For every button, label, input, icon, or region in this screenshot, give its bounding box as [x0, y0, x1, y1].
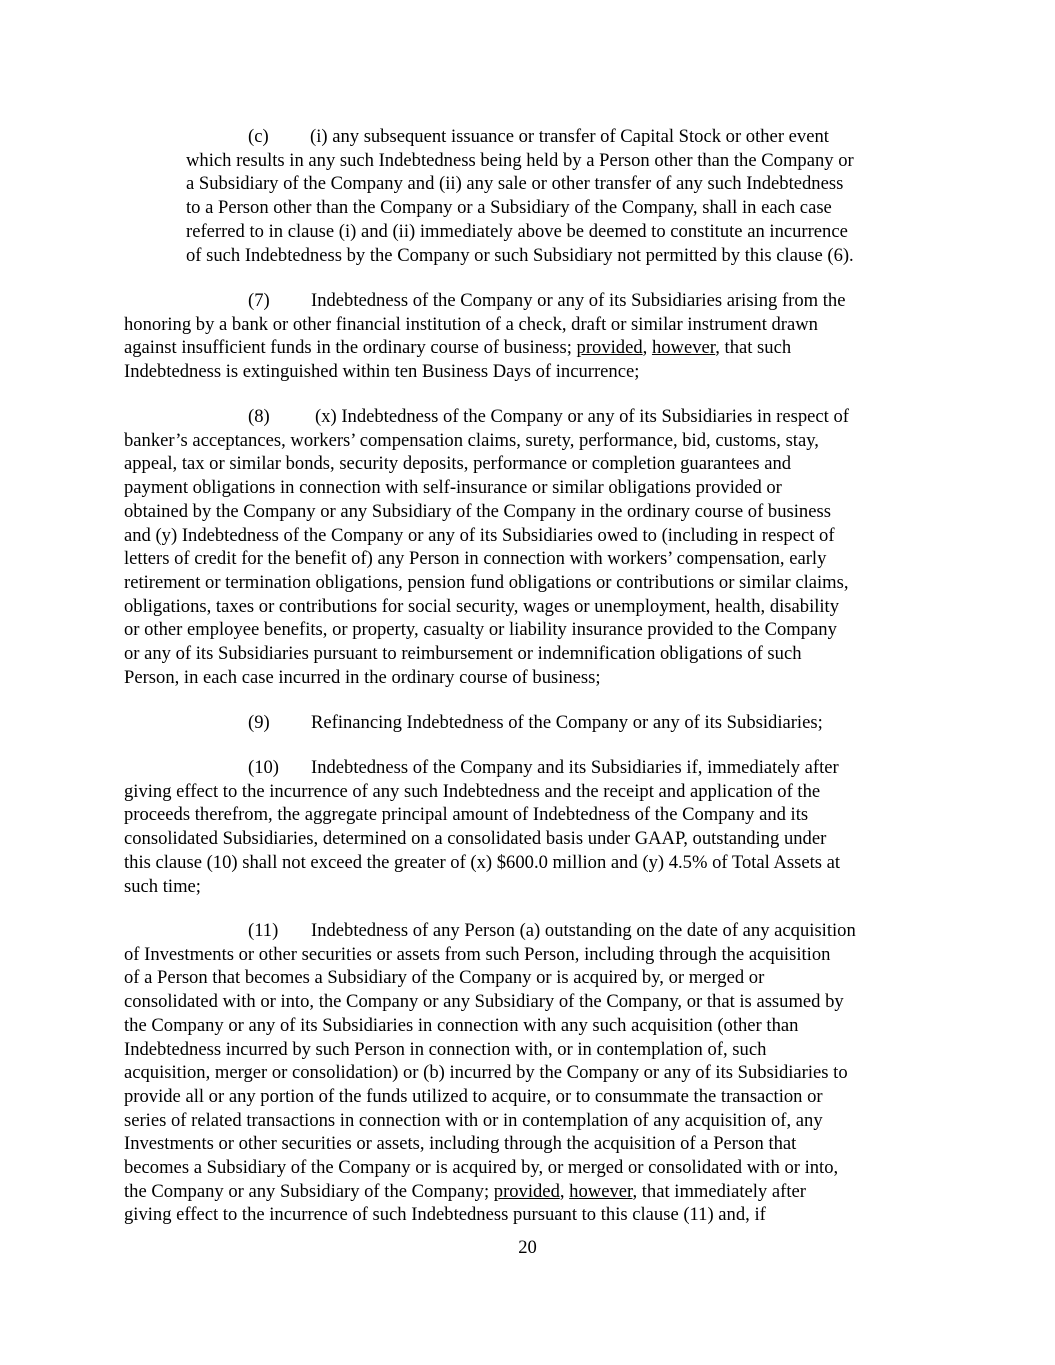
text-line: a Subsidiary of the Company and (ii) any sale or other transfer of any such Indebtedness [186, 173, 844, 195]
clause-marker: (8) [248, 406, 270, 427]
clause-11-paragraph [124, 919, 856, 1227]
text-line: Indebtedness incurred by such Person in connection with, or in contemplation of, such [124, 1038, 767, 1060]
text-line: or any of its Subsidiaries pursuant to reimbursement or indemnification obligations of such [124, 643, 802, 665]
text-line: obtained by the Company or any Subsidiary of the Company in the ordinary course of business [124, 500, 831, 522]
text-line: (11) Indebtedness of any Person (a) outstanding on the date of any acquisition [248, 920, 856, 941]
text-line: acquisition, merger or consolidation) or (b) incurred by the Company or any of its Subsidiaries to [124, 1062, 848, 1084]
clause-marker: (10) [248, 757, 279, 778]
text-line: becomes a Subsidiary of the Company or is acquired by, or merged or consolidated with or into, [124, 1157, 839, 1179]
clause-marker: (11) [248, 920, 279, 941]
text-line: of such Indebtedness by the Company or such Subsidiary not permitted by this clause (6). [186, 244, 854, 266]
clause-10-paragraph [124, 756, 840, 898]
text-line: honoring by a bank or other financial institution of a check, draft or similar instrument drawn [124, 313, 818, 335]
clause-marker: (c) [248, 126, 269, 147]
text-line: consolidated with or into, the Company or any Subsidiary of the Company, or that is assumed by [124, 991, 844, 1013]
text-line: letters of credit for the benefit of) any Person in connection with workers’ compensation, early [124, 548, 827, 570]
text-line: appeal, tax or similar bonds, security deposits, performance or completion guarantees and [124, 453, 792, 475]
text-line: (10) Indebtedness of the Company and its Subsidiaries if, immediately after [248, 757, 839, 778]
text-line: which results in any such Indebtedness being held by a Person other than the Company or [186, 149, 854, 171]
however-term: however [569, 1180, 633, 1202]
provided-term: provided [493, 1180, 560, 1202]
text-line: against insufficient funds in the ordinary course of business; provided, however, that such [124, 337, 792, 359]
text-line: provide all or any portion of the funds utilized to acquire, or to consummate the transaction or [124, 1085, 823, 1107]
text-line: and (y) Indebtedness of the Company or any of its Subsidiaries owed to (including in respect of [124, 524, 835, 546]
text-line: such time; [124, 875, 201, 897]
text-line: to a Person other than the Company or a Subsidiary of the Company, shall in each case [186, 197, 832, 219]
text-line: giving effect to the incurrence of any such Indebtedness and the receipt and application of the [124, 780, 821, 802]
text-line: Investments or other securities or assets, including through the acquisition of a Person that [124, 1133, 797, 1155]
text-line: the Company or any Subsidiary of the Company; provided, however, that immediately after [124, 1180, 806, 1202]
clause-9-paragraph [124, 711, 823, 735]
clause-marker: (7) [248, 290, 270, 311]
clause-marker: (9) [248, 712, 270, 733]
text-line: (8) (x) Indebtedness of the Company or any of its Subsidiaries in respect of [248, 406, 849, 427]
text-line: Indebtedness is extinguished within ten Business Days of incurrence; [124, 361, 640, 383]
text-line: banker’s acceptances, workers’ compensation claims, surety, performance, bid, customs, stay, [124, 429, 819, 451]
text-line: of a Person that becomes a Subsidiary of the Company or is acquired by, or merged or [124, 967, 765, 989]
text-line: the Company or any of its Subsidiaries in connection with any such acquisition (other than [124, 1014, 799, 1036]
text-line: series of related transactions in connection with or in contemplation of any acquisition of, any [124, 1109, 823, 1131]
clause-c-paragraph [186, 125, 854, 267]
text-line: proceeds therefrom, the aggregate principal amount of Indebtedness of the Company and its [124, 804, 809, 826]
text-line: or other employee benefits, or property, casualty or liability insurance provided to the Company [124, 619, 837, 641]
text-line: of Investments or other securities or assets from such Person, including through the acquisition [124, 943, 831, 965]
clause-8-paragraph [124, 405, 849, 689]
text-line: giving effect to the incurrence of such Indebtedness pursuant to this clause (11) and, if [124, 1204, 766, 1226]
text-line: (c) (i) any subsequent issuance or transfer of Capital Stock or other event [248, 126, 829, 147]
text-line: referred to in clause (i) and (ii) immediately above be deemed to constitute an incurrence [186, 220, 848, 242]
text-line: (9) Refinancing Indebtedness of the Company or any of its Subsidiaries; [248, 712, 823, 733]
clause-7-paragraph [124, 289, 845, 384]
text-line: obligations, taxes or contributions for social security, wages or unemployment, health, disability [124, 595, 840, 617]
provided-term: provided [576, 337, 643, 359]
text-line: this clause (10) shall not exceed the greater of (x) $600.0 million and (y) 4.5% of Total Assets at [124, 851, 841, 873]
text-line: Person, in each case incurred in the ordinary course of business; [124, 666, 601, 688]
text-line: payment obligations in connection with self-insurance or similar obligations provided or [124, 477, 782, 499]
however-term: however [651, 337, 716, 359]
page-number: 20 [518, 1237, 537, 1258]
text-line: (7) Indebtedness of the Company or any of its Subsidiaries arising from the [248, 290, 846, 311]
text-line: retirement or termination obligations, pension fund obligations or contributions or similar claims, [124, 571, 849, 593]
text-line: consolidated Subsidiaries, determined on a consolidated basis under GAAP, outstanding under [124, 828, 827, 850]
